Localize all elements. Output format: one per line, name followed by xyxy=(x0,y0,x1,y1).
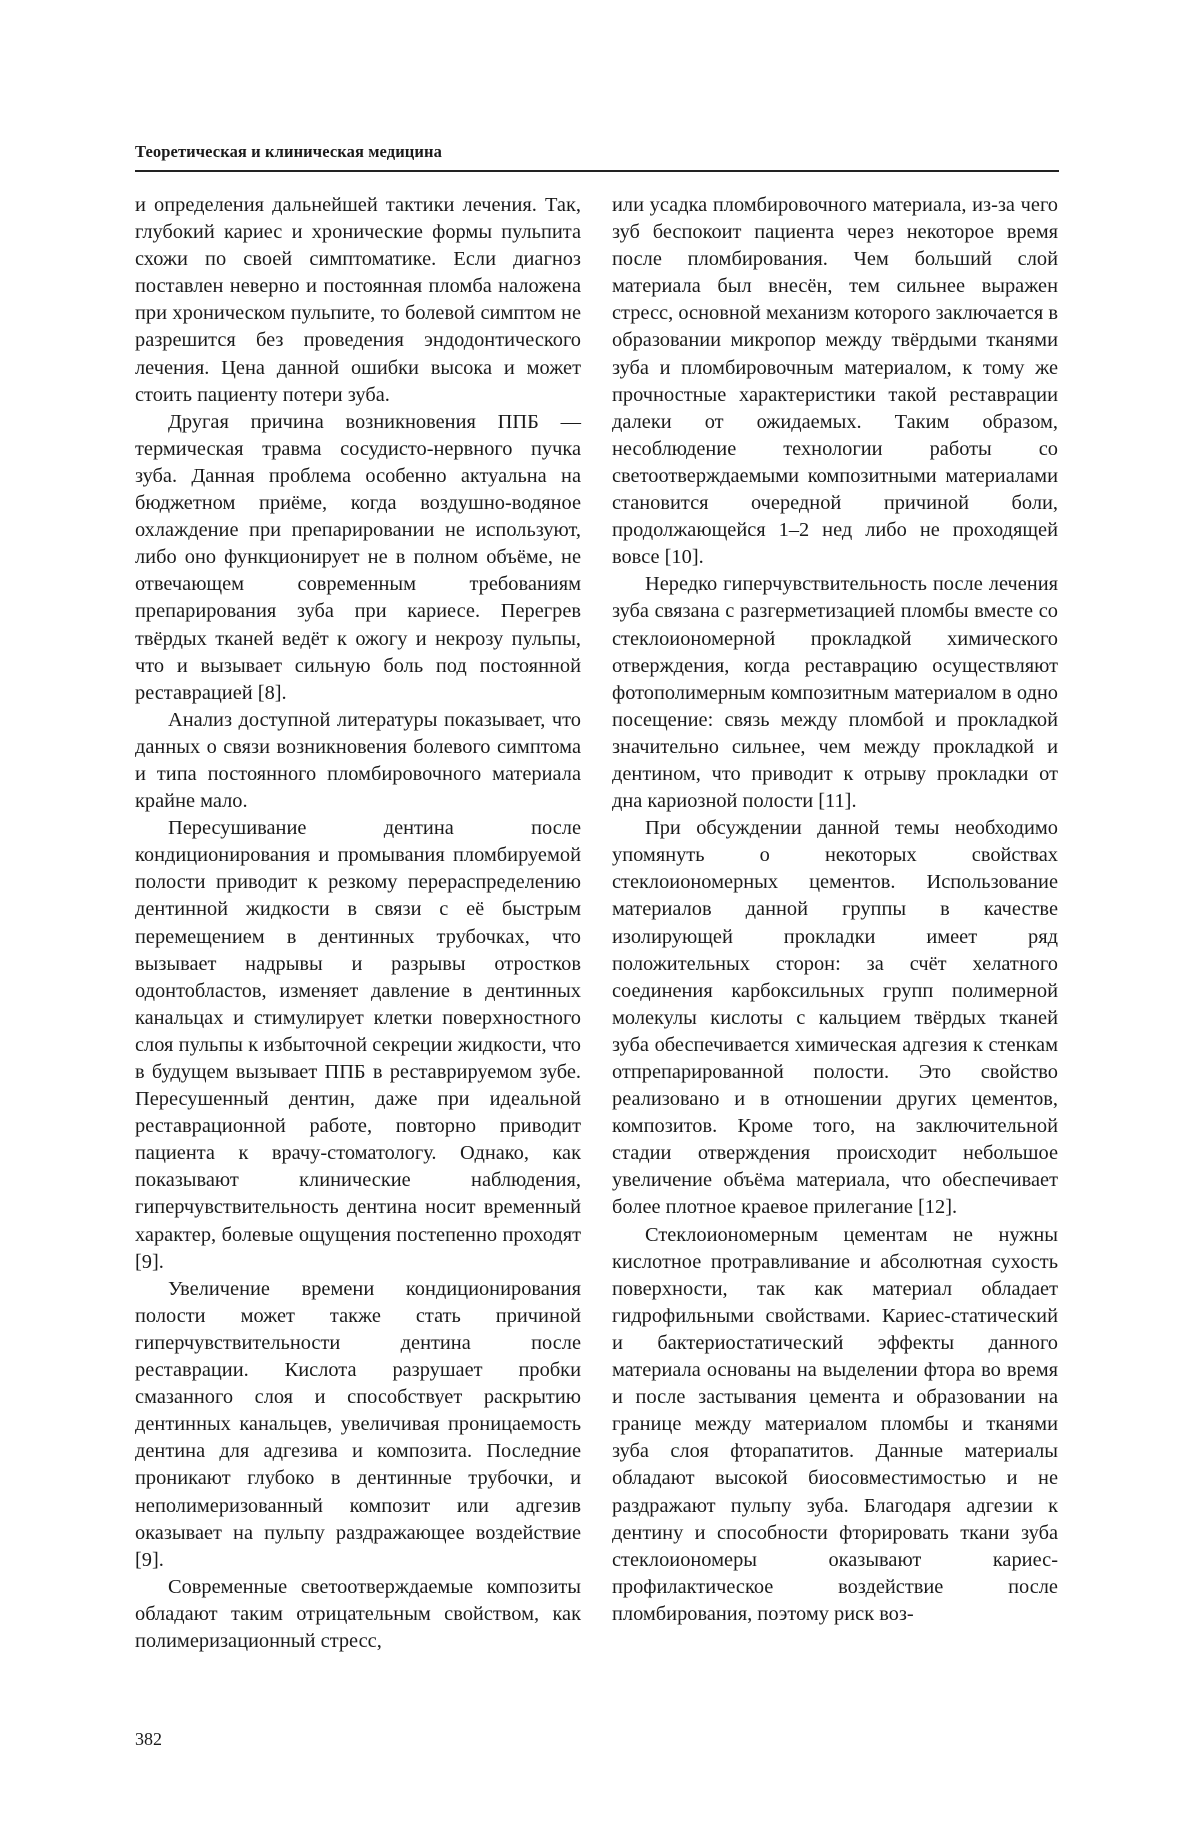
paragraph: Анализ доступной литературы показывает, что данных о связи возникновения болевого симптома и типа постоянного пломбировочного материала крайне мало. xyxy=(135,708,581,813)
paragraph: Пересушивание дентина после кондиционирования и промывания пломбируемой полости приводит к резкому перераспределению дентинной жидкости в связи с её быстрым перемещением в дентинных трубочках, что вызывает надрывы и разрывы отростков одонтобластов, изменяет давление в дентинных канальцах и стимулирует клетки поверхностного слоя пульпы к избыточной секреции жидкости, что в будущем вызывает ППБ в реставрируемом зубе. Пересушенный дентин, даже при идеальной реставрационной работе, повторно приводит пациента к врачу-стоматологу. Однако, как показывают клинические наблюдения, гиперчувствительность дентина носит временный характер, болевые ощущения постепенно проходят [9]. xyxy=(135,817,581,1273)
journal-section-title: Теоретическая и клиническая медицина xyxy=(135,142,442,161)
paragraph: Современные светоотверждаемые композиты обладают таким отрицательным свойством, как полимеризационный стресс, xyxy=(135,1575,581,1652)
paragraph: При обсуждении данной темы необходимо упомянуть о некоторых свойствах стеклоиономерных цементов. Использование материалов данной группы в качестве изолирующей прокладки имеет ряд положительных сторон: за счёт хелатного соединения карбоксильных групп полимерной молекулы кислоты с кальцием твёрдых тканей зуба обеспечивается химическая адгезия к стенкам отпрепарированной полости. Это свойство реализовано и в отношении других цементов, композитов. Кроме того, на заключительной стадии отверждения происходит небольшое увеличение объёма материала, что обеспечивает более плотное краевое прилегание [12]. xyxy=(612,817,1058,1219)
page-number: 382 xyxy=(135,1729,162,1749)
running-header xyxy=(135,142,1059,172)
paragraph: или усадка пломбировочного материала, из-за чего зуб беспокоит пациента через некоторое время после пломбирования. Чем больший слой материала был внесён, тем сильнее выражен стресс, основной механизм которого заключается в образовании микропор между твёрдыми тканями зуба и пломбировочным материалом, к тому же прочностные характеристики такой реставрации далеки от ожидаемых. Таким образом, несоблюдение технологии работы со светоотверждаемыми композитными материалами становится очередной причиной боли, продолжающейся 1–2 нед либо не проходящей вовсе [10]. xyxy=(612,194,1058,569)
right-text-column xyxy=(612,192,1058,1628)
paragraph: Стеклоиономерным цементам не нужны кислотное протравливание и абсолютная сухость поверхности, так как материал обладает гидрофильными свойствами. Кариес-статический и бактериостатический эффекты данного материала основаны на выделении фтора во время и после застывания цемента и образовании на границе между материалом пломбы и тканями зуба слоя фторапатитов. Данные материалы обладают высокой биосовместимостью и не раздражают пульпу зуба. Благодаря адгезии к дентину и способности фторировать ткани зуба стеклоиономеры оказывают кариес-профилактическое воздействие после пломбирования, поэтому риск воз- xyxy=(612,1223,1058,1625)
paragraph: Нередко гиперчувствительность после лечения зуба связана с разгерметизацией пломбы вместе со стеклоиономерной прокладкой химического отверждения, когда реставрацию осуществляют фотополимерным композитным материалом в одно посещение: связь между пломбой и прокладкой значительно сильнее, чем между прокладкой и дентином, что приводит к отрыву прокладки от дна кариозной полости [11]. xyxy=(612,573,1058,813)
left-text-column xyxy=(135,192,581,1655)
paragraph: и определения дальнейшей тактики лечения. Так, глубокий кариес и хронические формы пульпита схожи по своей симптоматике. Если диагноз поставлен неверно и постоянная пломба наложена при хроническом пульпите, то болевой симптом не разрешится без проведения эндодонтического лечения. Цена данной ошибки высока и может стоить пациенту потери зуба. xyxy=(135,194,581,406)
paragraph: Увеличение времени кондиционирования полости может также стать причиной гиперчувствительности дентина после реставрации. Кислота разрушает пробки смазанного слоя и способствует раскрытию дентинных канальцев, увеличивая проницаемость дентина для адгезива и композита. Последние проникают глубоко в дентинные трубочки, и неполимеризованный композит или адгезив оказывает на пульпу раздражающее воздействие [9]. xyxy=(135,1277,581,1571)
paragraph: Другая причина возникновения ППБ — термическая травма сосудисто-нервного пучка зуба. Данная проблема особенно актуальна на бюджетном приёме, когда воздушно-водяное охлаждение при препарировании не используют, либо оно функционирует не в полном объёме, не отвечающем современным требованиям препарирования зуба при кариесе. Перегрев твёрдых тканей ведёт к ожогу и некрозу пульпы, что и вызывает сильную боль под постоянной реставрацией [8]. xyxy=(135,410,581,704)
